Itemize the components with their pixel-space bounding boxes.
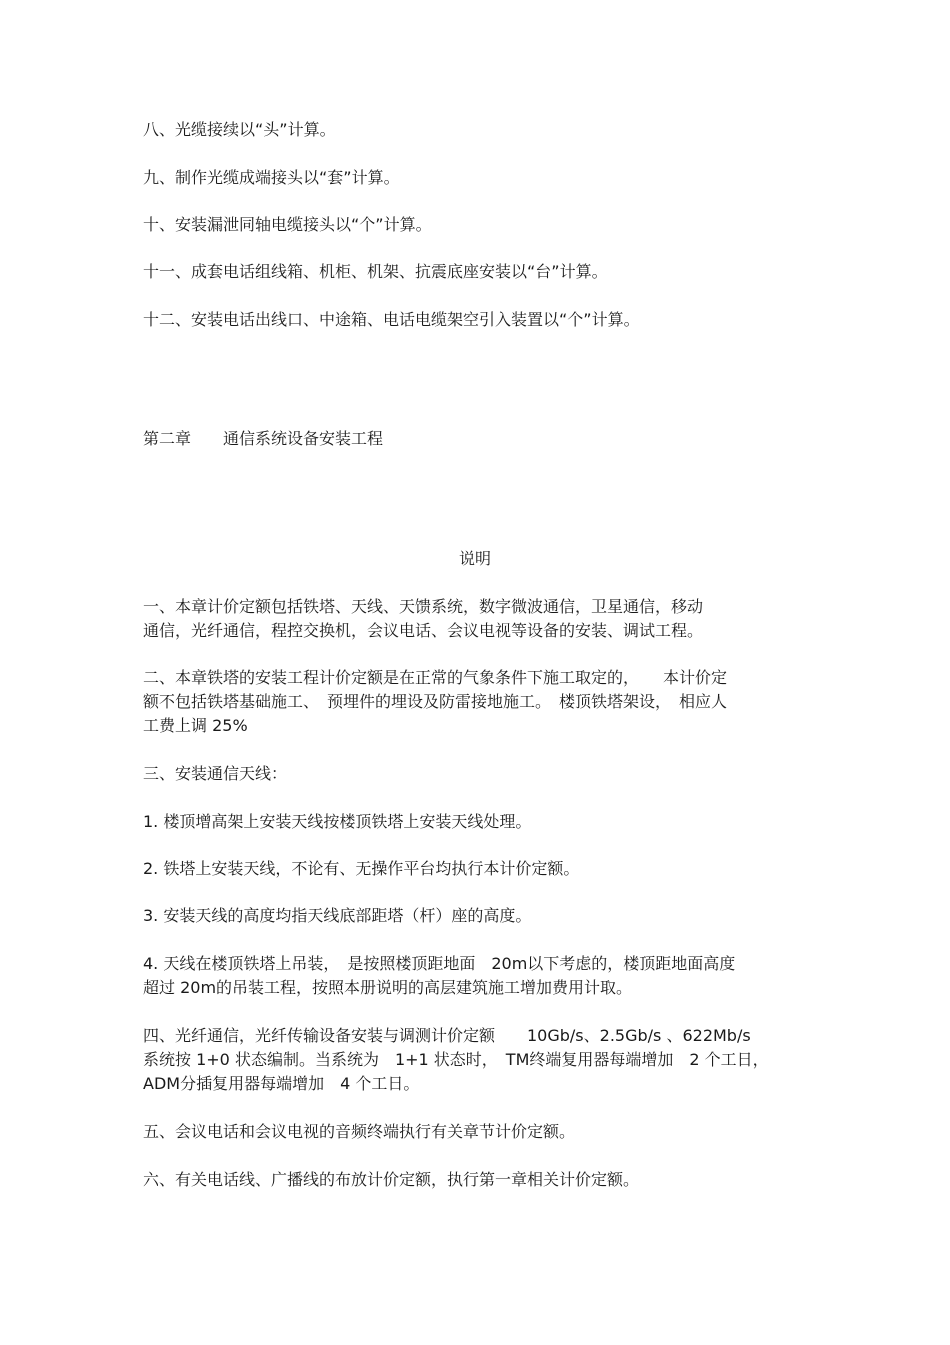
- paragraph-1-line-1: 一、本章计价定额包括铁塔、天线、天馈系统，数字微波通信，卫星通信，移动: [143, 597, 704, 616]
- paragraph-3: 三、安装通信天线：: [143, 764, 288, 783]
- antenna-item-4-line-1: 4. 天线在楼顶铁塔上吊装， 是按照楼顶距地面 20m以下考虑的，楼顶距地面高度: [143, 954, 736, 973]
- paragraph-2: [143, 666, 808, 738]
- chapter-heading: [143, 427, 808, 451]
- antenna-item-3: 3. 安装天线的高度均指天线底部距塔（杆）座的高度。: [143, 906, 532, 925]
- antenna-item-4-line-2: 超过 20m的吊装工程，按照本册说明的高层建筑施工增加费用计取。: [143, 978, 633, 997]
- paragraph-1-line-2: 通信，光纤通信，程控交换机，会议电话、会议电视等设备的安装、调试工程。: [143, 621, 704, 640]
- rule-item-12: 十二、安装电话出线口、中途箱、电话电缆架空引入装置以“个”计算。: [143, 310, 640, 329]
- chapter-number: 第二章: [143, 429, 192, 448]
- antenna-item-4: [143, 952, 808, 1000]
- section-title: 说明: [458, 549, 491, 568]
- paragraph-4-line-1: 四、光纤通信，光纤传输设备安装与调测计价定额 10Gb/s、2.5Gb/s 、622Mb/s: [143, 1026, 751, 1045]
- rule-item-8: 八、光缆接续以“头”计算。: [143, 120, 336, 139]
- paragraph-5: 五、会议电话和会议电视的音频终端执行有关章节计价定额。: [143, 1122, 576, 1141]
- antenna-item-1: 1. 楼顶增高架上安装天线按楼顶铁塔上安装天线处理。: [143, 812, 532, 831]
- paragraph-4-line-3: ADM分插复用器每端增加 4 个工日。: [143, 1074, 420, 1093]
- paragraph-4-line-2: 系统按 1+0 状态编制。当系统为 1+1 状态时， TM终端复用器每端增加 2 个工日，: [143, 1050, 769, 1069]
- paragraph-2-line-2: 额不包括铁塔基础施工、 预埋件的埋设及防雷接地施工。 楼顶铁塔架设， 相应人: [143, 692, 728, 711]
- paragraph-6: 六、有关电话线、广播线的布放计价定额，执行第一章相关计价定额。: [143, 1170, 640, 1189]
- paragraph-2-line-1: 二、本章铁塔的安装工程计价定额是在正常的气象条件下施工取定的， 本计价定: [143, 668, 728, 687]
- rule-item-11: 十一、成套电话组线箱、机柜、机架、抗震底座安装以“台”计算。: [143, 262, 608, 281]
- chapter-title: 通信系统设备安装工程: [223, 429, 384, 448]
- paragraph-2-line-3: 工费上调 25%: [143, 716, 248, 735]
- rule-item-9: 九、制作光缆成端接头以“套”计算。: [143, 168, 400, 187]
- paragraph-1: [143, 595, 808, 643]
- rule-item-10: 十、安装漏泄同轴电缆接头以“个”计算。: [143, 215, 432, 234]
- paragraph-4: [143, 1024, 808, 1096]
- antenna-item-2: 2. 铁塔上安装天线，不论有、无操作平台均执行本计价定额。: [143, 859, 580, 878]
